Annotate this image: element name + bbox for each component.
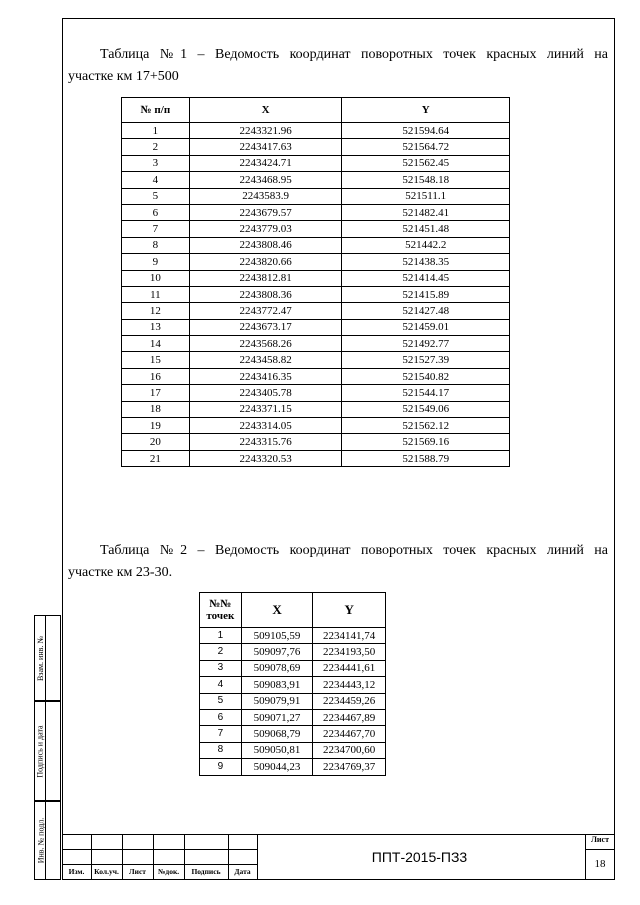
cell-number: 17 <box>122 385 190 401</box>
cell-number: 6 <box>200 709 242 725</box>
cell-x: 2243320.53 <box>189 450 342 466</box>
side-label-signature-date: Подпись и дата <box>36 724 45 778</box>
cell-number: 19 <box>122 418 190 434</box>
table-row <box>200 677 386 693</box>
cell-y: 2234467,89 <box>313 709 386 725</box>
cell-number: 21 <box>122 450 190 466</box>
side-label-replacement-inventory: Взам. инв. № <box>36 635 45 681</box>
cell-y: 2234193,50 <box>313 644 386 660</box>
side-box-replacement-inventory <box>34 615 61 701</box>
cell-x: 2243405.78 <box>189 385 342 401</box>
cell-y: 521511.1 <box>342 188 510 204</box>
cell-x: 2243416.35 <box>189 368 342 384</box>
cell-x: 509068,79 <box>241 726 313 742</box>
cell-y: 521427.48 <box>342 303 510 319</box>
column-header-number: № п/п <box>122 98 190 123</box>
stamp-label-doc-number: №док. <box>157 867 180 876</box>
cell-x: 2243458.82 <box>189 352 342 368</box>
cell-number: 7 <box>122 221 190 237</box>
table-row <box>122 254 510 270</box>
table-row <box>122 368 510 384</box>
cell-x: 509071,27 <box>241 709 313 725</box>
table1-heading <box>68 44 608 88</box>
cell-number: 5 <box>122 188 190 204</box>
cell-x: 2243808.36 <box>189 286 342 302</box>
cell-number: 10 <box>122 270 190 286</box>
cell-y: 521544.17 <box>342 385 510 401</box>
cell-y: 521548.18 <box>342 172 510 188</box>
column-header-points-line2: точек <box>206 610 235 622</box>
coordinates-table-1 <box>121 97 510 467</box>
cell-number: 14 <box>122 336 190 352</box>
table-row <box>200 644 386 660</box>
cell-number: 8 <box>200 742 242 758</box>
table-row <box>122 450 510 466</box>
stamp-label-change: Изм. <box>68 867 85 876</box>
cell-y: 2234467,70 <box>313 726 386 742</box>
table2-heading <box>68 540 608 584</box>
coordinates-table-2 <box>199 592 386 776</box>
table-row <box>122 270 510 286</box>
cell-y: 521459.01 <box>342 319 510 335</box>
table-row <box>122 123 510 139</box>
side-box-signature-date <box>34 701 61 801</box>
cell-x: 2243424.71 <box>189 155 342 171</box>
cell-x: 2243679.57 <box>189 204 342 220</box>
cell-number: 2 <box>200 644 242 660</box>
column-header-x: X <box>241 593 313 628</box>
cell-y: 2234459,26 <box>313 693 386 709</box>
cell-x: 2243779.03 <box>189 221 342 237</box>
cell-number: 9 <box>200 759 242 775</box>
cell-x: 509050,81 <box>241 742 313 758</box>
cell-y: 521451.48 <box>342 221 510 237</box>
cell-y: 2234700,60 <box>313 742 386 758</box>
cell-number: 9 <box>122 254 190 270</box>
cell-number: 16 <box>122 368 190 384</box>
cell-x: 509079,91 <box>241 693 313 709</box>
cell-number: 13 <box>122 319 190 335</box>
cell-number: 5 <box>200 693 242 709</box>
stamp-label-date: Дата <box>234 867 251 876</box>
cell-y: 521492.77 <box>342 336 510 352</box>
cell-x: 2243417.63 <box>189 139 342 155</box>
cell-y: 521415.89 <box>342 286 510 302</box>
side-label-wrap <box>34 616 47 700</box>
cell-x: 2243568.26 <box>189 336 342 352</box>
stamp-label-sheet: Лист <box>129 867 146 876</box>
cell-y: 521594.64 <box>342 123 510 139</box>
cell-x: 2243371.15 <box>189 401 342 417</box>
cell-x: 2243314.05 <box>189 418 342 434</box>
document-code: ППТ-2015-ПЗ3 <box>371 849 468 865</box>
cell-y: 521442.2 <box>342 237 510 253</box>
cell-number: 1 <box>200 628 242 644</box>
table-row <box>122 188 510 204</box>
cell-x: 2243673.17 <box>189 319 342 335</box>
cell-y: 521569.16 <box>342 434 510 450</box>
table-row <box>122 286 510 302</box>
title-block <box>62 834 615 880</box>
table-row <box>122 434 510 450</box>
sheet-number: 18 <box>594 858 606 870</box>
table-row <box>122 352 510 368</box>
table-row <box>122 418 510 434</box>
cell-y: 521438.35 <box>342 254 510 270</box>
cell-number: 18 <box>122 401 190 417</box>
cell-x: 509097,76 <box>241 644 313 660</box>
side-label-original-inventory: Инв. № подл. <box>36 817 45 864</box>
cell-number: 7 <box>200 726 242 742</box>
cell-number: 12 <box>122 303 190 319</box>
column-header-y: Y <box>342 98 510 123</box>
cell-y: 521482.41 <box>342 204 510 220</box>
column-header-points <box>200 593 242 628</box>
cell-y: 521527.39 <box>342 352 510 368</box>
cell-y: 2234141,74 <box>313 628 386 644</box>
cell-y: 521562.12 <box>342 418 510 434</box>
table-row <box>122 336 510 352</box>
cell-x: 2243468.95 <box>189 172 342 188</box>
cell-x: 2243812.81 <box>189 270 342 286</box>
cell-number: 8 <box>122 237 190 253</box>
table-header-row <box>122 98 510 123</box>
table2-heading-line2: участке км 23-30. <box>68 565 173 580</box>
table-row <box>122 204 510 220</box>
stamp-label-signature: Подпись <box>191 867 221 876</box>
table-row <box>200 726 386 742</box>
cell-x: 2243315.76 <box>189 434 342 450</box>
cell-y: 2234441,61 <box>313 660 386 676</box>
cell-number: 4 <box>122 172 190 188</box>
cell-x: 509078,69 <box>241 660 313 676</box>
cell-number: 3 <box>200 660 242 676</box>
table2-heading-line1: Таблица №2 – Ведомость координат поворотных точек красных линий на <box>100 543 608 558</box>
cell-number: 20 <box>122 434 190 450</box>
table-row <box>122 172 510 188</box>
table-row <box>122 221 510 237</box>
cell-y: 2234443,12 <box>313 677 386 693</box>
table1-heading-line2: участке км 17+500 <box>68 69 179 84</box>
table-row <box>200 693 386 709</box>
cell-y: 521588.79 <box>342 450 510 466</box>
cell-y: 521414.45 <box>342 270 510 286</box>
cell-y: 521540.82 <box>342 368 510 384</box>
table1-heading-line1: Таблица №1 – Ведомость координат поворотных точек красных линий на <box>100 47 608 62</box>
cell-x: 509105,59 <box>241 628 313 644</box>
table-row <box>200 742 386 758</box>
column-header-points-line1: №№ <box>209 598 232 610</box>
table-row <box>122 237 510 253</box>
cell-y: 2234769,37 <box>313 759 386 775</box>
cell-x: 2243583.9 <box>189 188 342 204</box>
table-row <box>200 709 386 725</box>
table-row <box>122 303 510 319</box>
cell-x: 2243321.96 <box>189 123 342 139</box>
sheet-label: Лист <box>590 835 610 844</box>
stamp-label-count: Кол.уч. <box>94 867 119 876</box>
cell-x: 509083,91 <box>241 677 313 693</box>
cell-y: 521562.45 <box>342 155 510 171</box>
cell-number: 4 <box>200 677 242 693</box>
side-label-wrap <box>34 802 47 879</box>
column-header-x: X <box>189 98 342 123</box>
cell-x: 2243808.46 <box>189 237 342 253</box>
cell-number: 6 <box>122 204 190 220</box>
table-row <box>122 401 510 417</box>
cell-x: 509044,23 <box>241 759 313 775</box>
side-label-wrap <box>34 702 47 800</box>
cell-number: 15 <box>122 352 190 368</box>
table-row <box>122 155 510 171</box>
table-row <box>200 628 386 644</box>
stamp-line <box>585 849 615 850</box>
table-header-row <box>200 593 386 628</box>
column-header-y: Y <box>313 593 386 628</box>
cell-number: 3 <box>122 155 190 171</box>
table-row <box>122 139 510 155</box>
cell-number: 2 <box>122 139 190 155</box>
cell-x: 2243772.47 <box>189 303 342 319</box>
cell-y: 521549.06 <box>342 401 510 417</box>
cell-number: 11 <box>122 286 190 302</box>
table-row <box>200 660 386 676</box>
side-box-original-inventory <box>34 801 61 880</box>
table-row <box>200 759 386 775</box>
table-row <box>122 385 510 401</box>
cell-number: 1 <box>122 123 190 139</box>
cell-x: 2243820.66 <box>189 254 342 270</box>
cell-y: 521564.72 <box>342 139 510 155</box>
table-row <box>122 319 510 335</box>
